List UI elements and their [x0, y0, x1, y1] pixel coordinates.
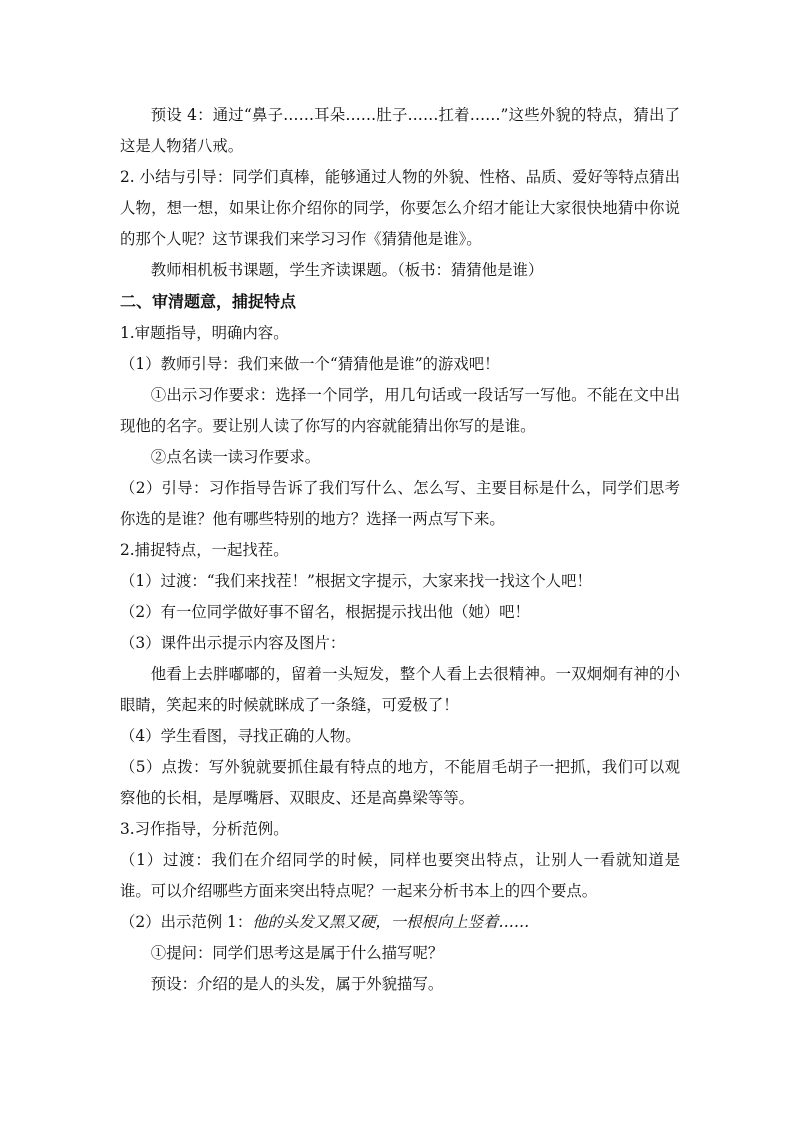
paragraph-board-title: 教师相机板书课题，学生齐读课题。（板书：猜猜他是谁） [150, 261, 544, 279]
paragraph-transition-2: （1）过渡：我们在介绍同学的时候，同样也要突出特点，让别人一看就知道是谁。可以介绍哪些方面来突出特点呢？一起来分析书本上的四个要点。 [120, 851, 680, 900]
document-body [120, 100, 680, 1000]
example-prefix: （2）出示范例 1： [120, 913, 253, 931]
paragraph-transition: （1）过渡：“我们来找茬！”根据文字提示，大家来找一找这个人吧！ [120, 572, 592, 590]
paragraph-example-1 [120, 907, 680, 938]
paragraph-read-requirement: ②点名读一读习作要求。 [150, 448, 321, 466]
section-heading: 二、审清题意，捕捉特点 [120, 292, 297, 311]
paragraph-tips: （5）点拨：写外貌就要抓住最有特点的地方，不能眉毛胡子一把抓，我们可以观察他的长相，是厚嘴唇、双眼皮、还是高鼻梁等等。 [120, 758, 680, 807]
paragraph-writing-guide: 3.习作指导，分析范例。 [120, 820, 289, 838]
paragraph-review-topic: 1.审题指导，明确内容。 [120, 324, 289, 342]
paragraph-summary-guide: 2. 小结与引导：同学们真棒，能够通过人物的外貌、性格、品质、爱好等特点猜出人物，想一想，如果让你介绍你的同学，你要怎么介绍才能让大家很快地猜中你说的那个人呢？这节课我们来学习习作《猜猜他是谁》。 [120, 168, 680, 248]
paragraph-requirement: ①出示习作要求：选择一个同学，用几句话或一段话写一写他。不能在文中出现他的名字。要让别人读了你写的内容就能猜出你写的是谁。 [120, 386, 680, 435]
paragraph-question: ①提问：同学们思考这是属于什么描写呢？ [150, 944, 444, 962]
paragraph-courseware: （3）课件出示提示内容及图片： [120, 634, 346, 652]
paragraph-capture-features: 2.捕捉特点，一起找茬。 [120, 541, 289, 559]
paragraph-good-deed: （2）有一位同学做好事不留名，根据提示找出他（她）吧！ [120, 603, 530, 621]
paragraph-look-picture: （4）学生看图，寻找正确的人物。 [120, 727, 361, 745]
paragraph-preset-4: 预设 4：通过“鼻子……耳朵……肚子……扛着……”这些外貌的特点，猜出了这是人物猪八戒。 [120, 106, 680, 155]
paragraph-teacher-guide: （1）教师引导：我们来做一个“猜猜他是谁”的游戏吧！ [120, 355, 500, 373]
example-quote: 他的头发又黑又硬，一根根向上竖着…… [252, 913, 530, 931]
paragraph-description: 他看上去胖嘟嘟的，留着一头短发，整个人看上去很精神。一双炯炯有神的小眼睛，笑起来的时候就眯成了一条缝，可爱极了！ [120, 665, 680, 714]
paragraph-guide-2: （2）引导：习作指导告诉了我们写什么、怎么写、主要目标是什么，同学们思考你选的是谁？他有哪些特别的地方？选择一两点写下来。 [120, 479, 680, 528]
paragraph-preset-answer: 预设：介绍的是人的头发，属于外貌描写。 [150, 975, 444, 993]
